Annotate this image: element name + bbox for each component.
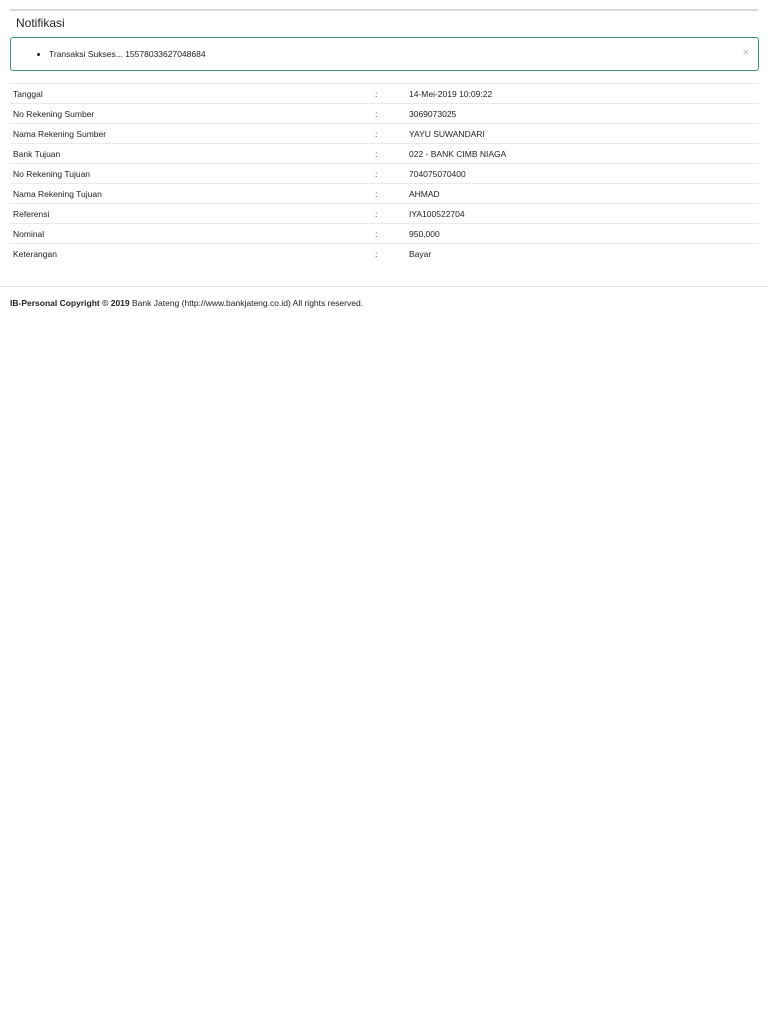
success-alert [10, 37, 759, 71]
row-label: Nominal [13, 228, 45, 239]
row-value: AHMAD [409, 188, 440, 199]
row-separator: : [375, 148, 378, 159]
footer-brand: IB-Personal Copyright © 2019 [10, 298, 130, 308]
row-value: IYA100522704 [409, 208, 465, 219]
row-separator: : [375, 88, 378, 99]
row-separator: : [375, 188, 378, 199]
row-label: Bank Tujuan [13, 148, 61, 159]
table-row [10, 184, 759, 204]
transaction-detail-table [10, 83, 759, 264]
footer-copyright: Bank Jateng (http://www.bankjateng.co.id) All rights reserved. [132, 298, 364, 308]
row-label: Tanggal [13, 88, 43, 99]
footer-text [0, 298, 768, 308]
table-row [10, 84, 759, 104]
close-icon[interactable]: × [742, 47, 749, 59]
notification-panel [10, 9, 758, 71]
row-label: Referensi [13, 208, 50, 219]
row-value: 950,000 [409, 228, 440, 239]
row-value: 022 - BANK CIMB NIAGA [409, 148, 507, 159]
table-row [10, 244, 759, 264]
row-separator: : [375, 168, 378, 179]
row-value: 3069073025 [409, 108, 457, 119]
table-row [10, 204, 759, 224]
table-row [10, 224, 759, 244]
row-label: No Rekening Sumber [13, 108, 95, 119]
alert-message-list [11, 38, 758, 70]
table-row [10, 124, 759, 144]
table-row [10, 144, 759, 164]
row-label: Nama Rekening Tujuan [13, 188, 102, 199]
row-value: Bayar [409, 248, 432, 259]
row-label: Keterangan [13, 248, 57, 259]
row-value: 704075070400 [409, 168, 466, 179]
alert-message: • Transaksi Sukses... 15578033627048684 [49, 38, 758, 70]
row-separator: : [375, 248, 378, 259]
row-value: 14-Mei-2019 10:09:22 [409, 88, 493, 99]
row-label: Nama Rekening Sumber [13, 128, 107, 139]
row-value: YAYU SUWANDARI [409, 128, 485, 139]
page-footer [0, 286, 768, 308]
panel-title: Notifikasi [16, 16, 65, 30]
table-row [10, 164, 759, 184]
row-separator: : [375, 208, 378, 219]
row-separator: : [375, 228, 378, 239]
row-label: No Rekening Tujuan [13, 168, 91, 179]
row-separator: : [375, 128, 378, 139]
row-separator: : [375, 108, 378, 119]
table-row [10, 104, 759, 124]
